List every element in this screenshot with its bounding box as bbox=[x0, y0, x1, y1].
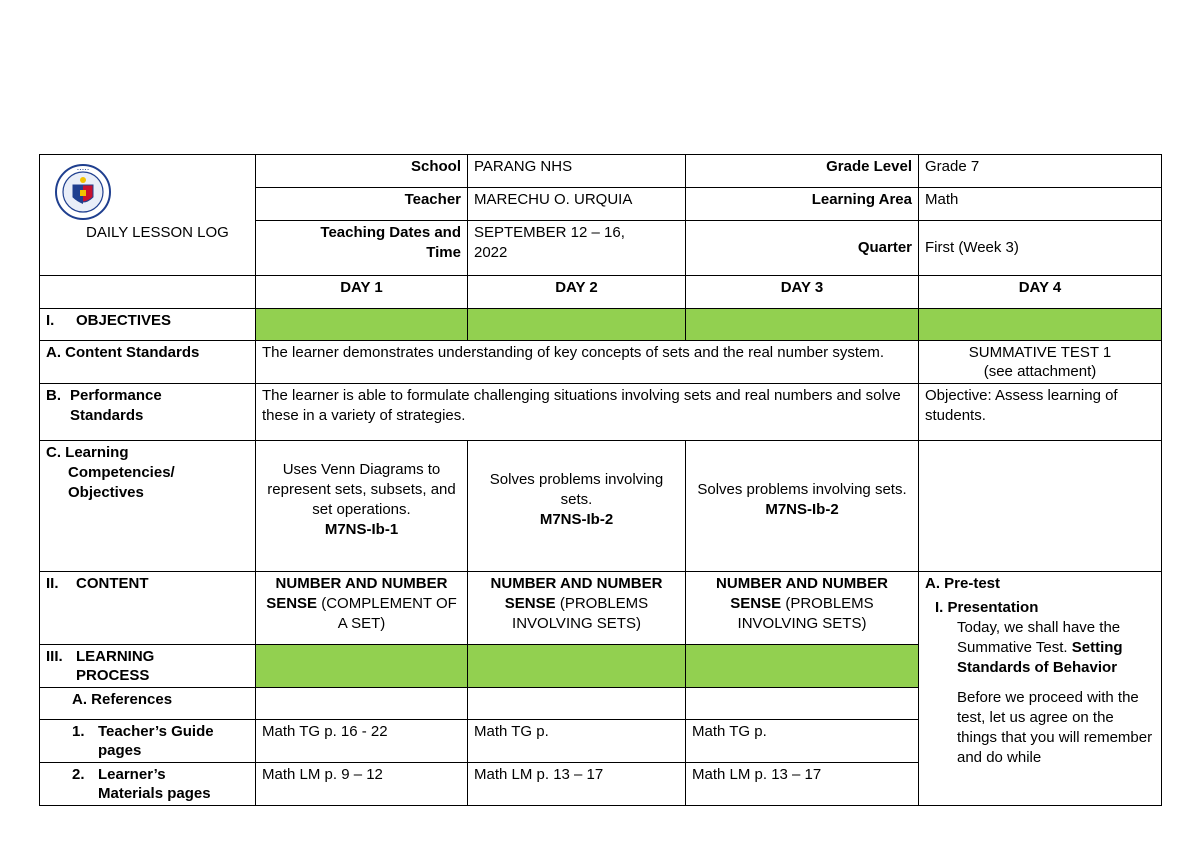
learning-area-label: Learning Area bbox=[686, 188, 919, 221]
references-label: A. References bbox=[40, 688, 256, 720]
content-label: II. CONTENT bbox=[40, 572, 256, 645]
objectives-day3-fill bbox=[686, 309, 919, 341]
day-2-header: DAY 2 bbox=[468, 276, 686, 309]
tg-pages-day3: Math TG p. bbox=[686, 720, 919, 763]
pretest-heading: A. Pre-test bbox=[925, 575, 1001, 592]
grade-level-label: Grade Level bbox=[686, 155, 919, 188]
presentation-paragraph: Today, we shall have the Summative Test. Setting Standards of Behavior bbox=[957, 619, 1123, 676]
learning-area-value: Math bbox=[919, 188, 1162, 221]
teacher-value: MARECHU O. URQUIA bbox=[468, 188, 686, 221]
performance-standards-label: B. Performance Standards bbox=[40, 384, 256, 441]
day-1-header: DAY 1 bbox=[256, 276, 468, 309]
days-blank-cell bbox=[40, 276, 256, 309]
tg-pages-label: 1. Teacher’s Guide pages bbox=[40, 720, 256, 763]
content-standards-day4: SUMMATIVE TEST 1 (see attachment) bbox=[919, 341, 1162, 384]
daily-lesson-log-table bbox=[39, 154, 1162, 806]
tg-pages-day2: Math TG p. bbox=[468, 720, 686, 763]
performance-standards-day4: Objective: Assess learning of students. bbox=[919, 384, 1162, 441]
competencies-label: C. Learning Competencies/ Objectives bbox=[40, 441, 256, 572]
deped-seal-icon bbox=[54, 163, 112, 221]
lm-pages-day3: Math LM p. 13 – 17 bbox=[686, 763, 919, 806]
presentation-heading: I. Presentation bbox=[935, 599, 1039, 616]
objectives-day1-fill bbox=[256, 309, 468, 341]
day-4-header: DAY 4 bbox=[919, 276, 1162, 309]
grade-level-value: Grade 7 bbox=[919, 155, 1162, 188]
svg-text:• • • • •: • • • • • bbox=[77, 166, 89, 172]
objectives-label: I. OBJECTIVES bbox=[40, 309, 256, 341]
learning-process-day2-fill bbox=[468, 645, 686, 688]
lm-pages-label: 2. Learner’s Materials pages bbox=[40, 763, 256, 806]
school-value: PARANG NHS bbox=[468, 155, 686, 188]
competency-day2-code: M7NS-Ib-2 bbox=[539, 511, 614, 528]
references-day2 bbox=[468, 688, 686, 720]
teacher-label: Teacher bbox=[256, 188, 468, 221]
teaching-dates-label: Teaching Dates and Time bbox=[256, 221, 468, 276]
day4-pretest-cell bbox=[919, 572, 1162, 806]
tg-pages-day1: Math TG p. 16 - 22 bbox=[256, 720, 468, 763]
references-day1 bbox=[256, 688, 468, 720]
school-label: School bbox=[256, 155, 468, 188]
competency-day1: Uses Venn Diagrams to represent sets, subsets, and set operations. M7NS-Ib-1 bbox=[256, 441, 468, 572]
learning-process-label: III. LEARNING PROCESS bbox=[40, 645, 256, 688]
content-day3: NUMBER AND NUMBER SENSE (PROBLEMS INVOLVING SETS) bbox=[686, 572, 919, 645]
competency-day4-blank bbox=[919, 441, 1162, 572]
teaching-dates-value: SEPTEMBER 12 – 16, 2022 bbox=[468, 221, 686, 276]
content-day1: NUMBER AND NUMBER SENSE (COMPLEMENT OF A SET) bbox=[256, 572, 468, 645]
content-standards-text: The learner demonstrates understanding of key concepts of sets and the real number system. bbox=[256, 341, 919, 384]
header-logo-cell bbox=[40, 155, 256, 276]
lm-pages-day2: Math LM p. 13 – 17 bbox=[468, 763, 686, 806]
behavior-paragraph: Before we proceed with the test, let us agree on the things that you will remember and do while bbox=[957, 689, 1153, 766]
day-3-header: DAY 3 bbox=[686, 276, 919, 309]
learning-process-day3-fill bbox=[686, 645, 919, 688]
lm-pages-day1: Math LM p. 9 – 12 bbox=[256, 763, 468, 806]
quarter-value: First (Week 3) bbox=[919, 221, 1162, 276]
objectives-day2-fill bbox=[468, 309, 686, 341]
content-standards-label: A. Content Standards bbox=[40, 341, 256, 384]
competency-day3-code: M7NS-Ib-2 bbox=[765, 501, 839, 518]
content-day2: NUMBER AND NUMBER SENSE (PROBLEMS INVOLVING SETS) bbox=[468, 572, 686, 645]
document-title: DAILY LESSON LOG bbox=[86, 224, 229, 241]
learning-process-day1-fill bbox=[256, 645, 468, 688]
references-day3 bbox=[686, 688, 919, 720]
objectives-day4-fill bbox=[919, 309, 1162, 341]
competency-day3: Solves problems involving sets. M7NS-Ib-2 bbox=[686, 441, 919, 572]
quarter-label: Quarter bbox=[686, 221, 919, 276]
competency-day2: Solves problems involving sets. M7NS-Ib-2 bbox=[468, 441, 686, 572]
competency-day1-code: M7NS-Ib-1 bbox=[324, 521, 399, 538]
performance-standards-text: The learner is able to formulate challenging situations involving sets and real numbers and solve these in a variety of strategies. bbox=[256, 384, 919, 441]
